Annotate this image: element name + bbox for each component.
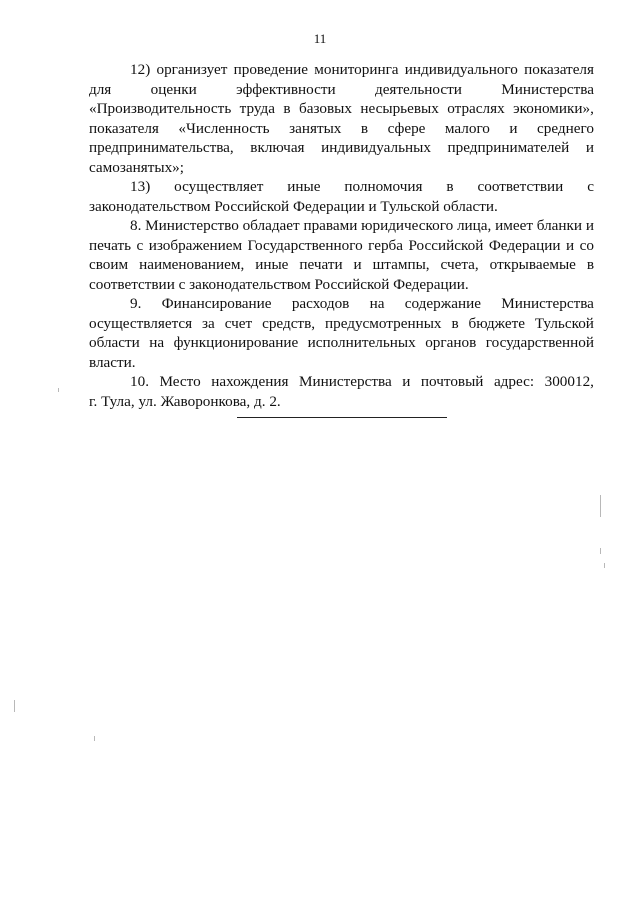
word: с	[136, 236, 144, 254]
word: за	[202, 314, 215, 332]
word: соответствии	[477, 178, 564, 195]
word: наименованием,	[139, 256, 245, 273]
text-line: самозанятых»;	[89, 158, 184, 176]
text-line	[89, 80, 594, 100]
text-line	[89, 138, 594, 158]
word: труда	[239, 100, 275, 117]
text-line	[89, 216, 594, 236]
word: организует	[156, 61, 228, 78]
text-line	[89, 99, 594, 119]
word: расходов	[291, 295, 350, 312]
word: герба	[368, 236, 404, 254]
word: государственной	[485, 334, 594, 351]
word: эффективности	[236, 80, 336, 98]
word: среднего	[537, 119, 594, 137]
word: деятельности	[374, 80, 462, 98]
word: и	[585, 139, 594, 156]
word: показателя	[524, 61, 594, 78]
word: правами	[303, 217, 358, 234]
word: органов	[425, 334, 477, 351]
word: Федерации	[488, 236, 561, 254]
word: Финансирование	[161, 295, 272, 312]
word: иные	[287, 178, 321, 195]
text-line	[89, 333, 594, 353]
word: почтовый	[420, 373, 484, 390]
word: бланки	[536, 217, 583, 234]
text-line	[89, 372, 594, 392]
word: адрес:	[493, 373, 535, 390]
word: на	[149, 334, 165, 351]
word: индивидуальных	[321, 139, 431, 156]
word: осуществляет	[174, 178, 264, 195]
text-line	[89, 177, 594, 197]
word: Министерства	[501, 295, 594, 312]
word: для	[89, 80, 112, 98]
scan-speck	[94, 736, 95, 741]
word: и	[585, 217, 594, 234]
word: счет	[224, 314, 253, 332]
word: Тульской	[534, 314, 594, 332]
word: содержание	[404, 295, 481, 312]
word: со	[579, 236, 594, 254]
word: экономики»,	[513, 100, 594, 117]
word: в	[283, 100, 291, 117]
word: проведение	[233, 61, 308, 78]
word: оценки	[150, 80, 197, 98]
word: малого	[444, 119, 490, 137]
word: предусмотренных	[324, 314, 442, 332]
scan-speck	[604, 563, 605, 568]
text-line	[89, 294, 594, 314]
word: 10.	[130, 373, 149, 390]
document-body	[89, 60, 594, 411]
text-line	[89, 236, 594, 256]
word: «Численность	[178, 119, 270, 137]
word: иные	[255, 256, 289, 273]
word: и	[566, 236, 575, 254]
page-number: 11	[313, 31, 327, 46]
word: своим	[89, 256, 129, 273]
word: счета,	[440, 256, 479, 273]
word: 13)	[130, 178, 151, 195]
word: средств,	[262, 314, 316, 332]
word: Российской	[408, 236, 484, 254]
word: имеет	[495, 217, 533, 234]
text-line	[89, 255, 594, 275]
word: сфере	[387, 119, 426, 137]
text-line: соответствии с законодательством Российской Федерации.	[89, 275, 469, 293]
text-line	[89, 60, 594, 80]
word: осуществляется	[89, 314, 193, 332]
word: штампы,	[372, 256, 430, 273]
word: Место	[159, 373, 201, 390]
word: с	[587, 178, 594, 195]
paragraph-section-8	[89, 216, 594, 294]
word: Министерство	[145, 217, 239, 234]
text-line: г. Тула, ул. Жаворонкова, д. 2.	[89, 392, 281, 410]
word: индивидуального	[404, 61, 518, 78]
word: включая	[250, 139, 305, 156]
paragraph-item-12	[89, 60, 594, 177]
word: области	[89, 334, 140, 351]
scan-speck	[14, 700, 15, 712]
word: изображением	[148, 236, 243, 254]
word: лица,	[456, 217, 492, 234]
text-line	[89, 119, 594, 139]
scan-speck	[600, 495, 601, 517]
end-divider-line	[237, 417, 447, 418]
word: несырьевых	[360, 100, 439, 117]
text-line: власти.	[89, 353, 136, 371]
word: функционирование	[173, 334, 299, 351]
word: базовых	[299, 100, 352, 117]
word: и	[353, 256, 362, 273]
word: на	[369, 295, 385, 312]
word: открываемые	[489, 256, 576, 273]
word: в	[451, 314, 459, 332]
word: 9.	[130, 295, 142, 312]
word: показателя	[89, 119, 159, 137]
word: Государственного	[247, 236, 363, 254]
word: предпринимателей	[447, 139, 570, 156]
text-line: законодательством Российской Федерации и Тульской области.	[89, 197, 498, 215]
word: 8.	[130, 217, 142, 234]
word: 12)	[130, 61, 151, 78]
word: мониторинга	[314, 61, 399, 78]
word: Министерства	[501, 80, 594, 98]
word: и	[509, 119, 518, 137]
text-line	[89, 314, 594, 334]
scan-speck	[58, 388, 59, 392]
word: нахождения	[211, 373, 289, 390]
word: бюджете	[468, 314, 525, 332]
word: предпринимательства,	[89, 139, 234, 156]
word: юридического	[361, 217, 454, 234]
word: Министерства	[299, 373, 392, 390]
word: печати	[299, 256, 343, 273]
paragraph-section-10	[89, 372, 594, 411]
word: печать	[89, 236, 132, 254]
scan-speck	[600, 548, 601, 554]
word: в	[446, 178, 454, 195]
paragraph-section-9	[89, 294, 594, 372]
word: и	[402, 373, 411, 390]
paragraph-item-13	[89, 177, 594, 216]
word: занятых	[289, 119, 342, 137]
word: отраслях	[447, 100, 505, 117]
word: исполнительных	[307, 334, 416, 351]
word: в	[586, 256, 594, 273]
word: в	[360, 119, 369, 137]
word: «Производительность	[89, 100, 232, 117]
word: полномочия	[344, 178, 423, 195]
word: 300012,	[544, 373, 594, 390]
word: обладает	[242, 217, 300, 234]
